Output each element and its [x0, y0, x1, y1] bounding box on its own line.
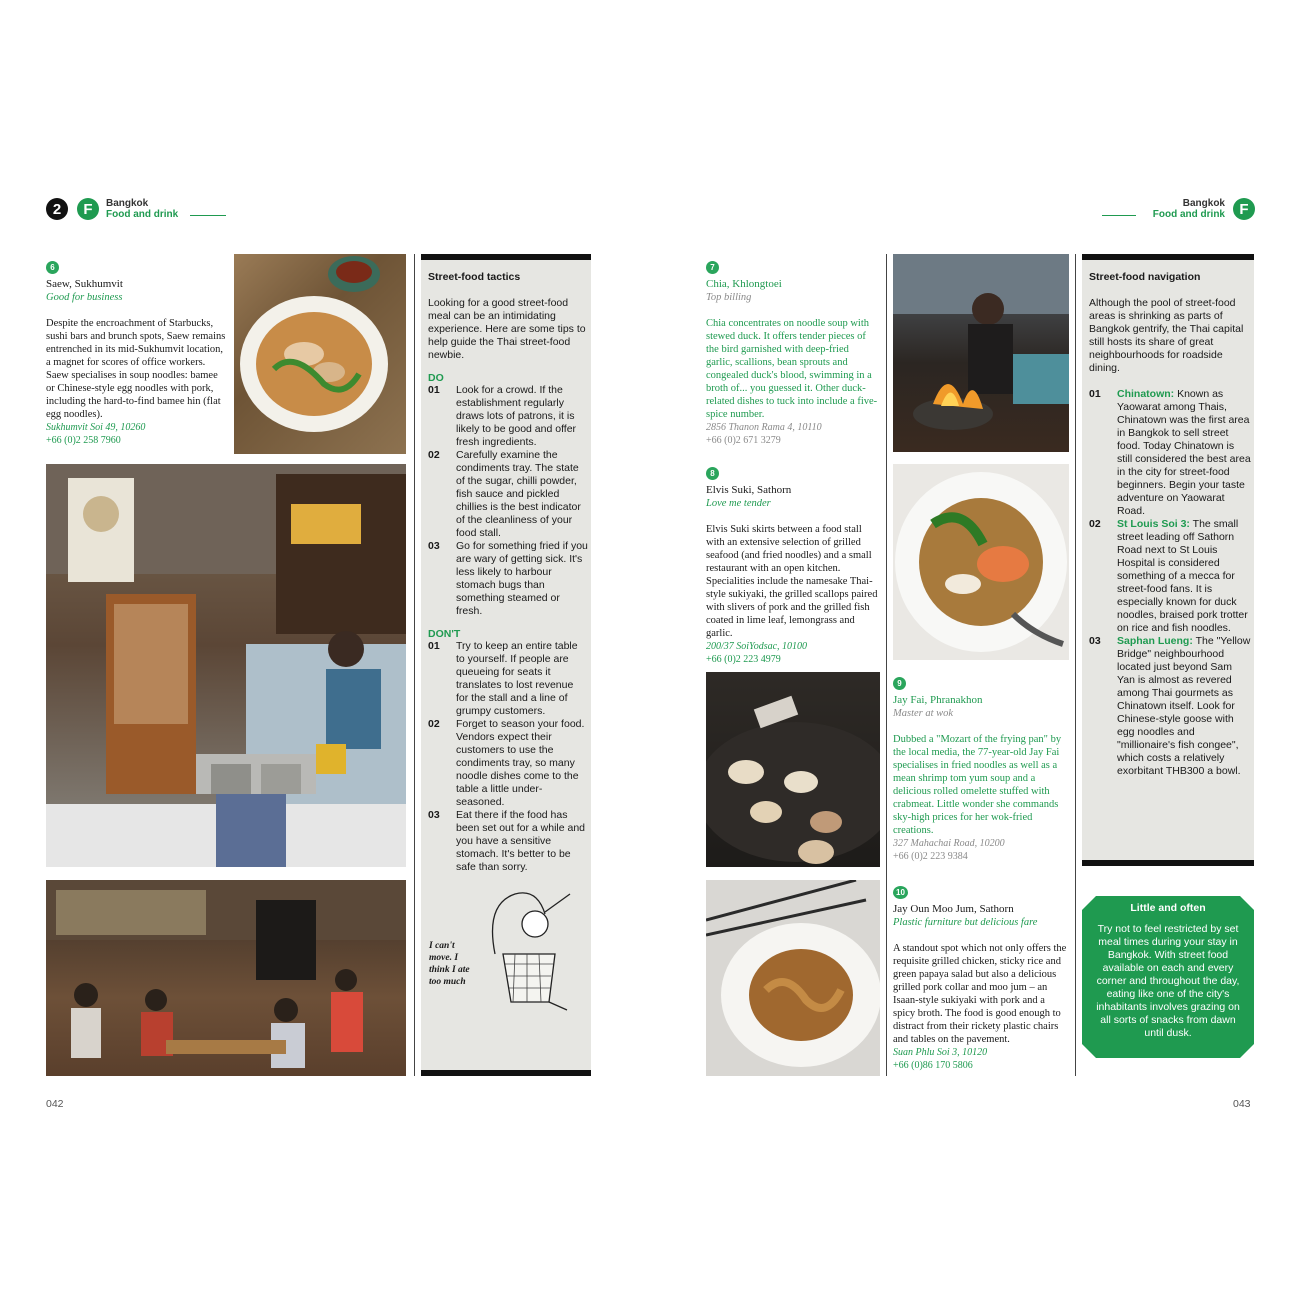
- photo-wok-cooking: [706, 672, 880, 867]
- entry-9: [893, 673, 1069, 863]
- venue-description: Despite the encroachment of Starbucks, sushi bars and brunch spots, Saew remains entrenched in its mid-Sukhumvit location, a magnet for scores of office workers. Saew specialises in soup noodles: bamee or Chinese-style egg noodles with pork, including the hard-to-find bamee hin (flat egg noodles).: [46, 318, 226, 420]
- entry-number-badge: 10: [893, 886, 908, 899]
- venue-address: Suan Phlu Soi 3, 10120: [893, 1047, 988, 1058]
- navigation-list: [1089, 388, 1251, 778]
- sidebar-intro: Looking for a good street-food meal can be an intimidating experience. Here are some tips to help guide the Thai street-food newbie.: [428, 297, 586, 361]
- venue-phone: +66 (0)2 671 3279: [706, 435, 781, 446]
- cartoon-caption: I can't move. I think I ate too much: [429, 941, 470, 987]
- area-name: Chinatown:: [1117, 388, 1175, 400]
- photo-fried-noodles: [706, 880, 880, 1076]
- venue-phone: +66 (0)86 170 5806: [893, 1060, 973, 1071]
- venue-phone: +66 (0)2 258 7960: [46, 435, 121, 446]
- header-section: Food and drink: [1152, 209, 1225, 220]
- header-city: Bangkok: [106, 198, 149, 209]
- entry-number-badge: 6: [46, 261, 59, 274]
- header-rule: [1102, 215, 1136, 216]
- page-number: 042: [46, 1098, 64, 1110]
- photo-noodle-soup: [234, 254, 406, 454]
- area-name: St Louis Soi 3:: [1117, 518, 1190, 530]
- venue-description: Elvis Suki skirts between a food stall with an extensive selection of grilled seafood (and fried noodles) and a small restaurant with an open kitchen. Specialities include the namesake Thai-style sukiyaki, the grilled scallops paired with slivers of pork and the grilled fish coated in lime leaf, lemongrass and garlic.: [706, 524, 878, 639]
- venue-name: Saew, Sukhumvit: [46, 278, 123, 290]
- venue-name: Jay Oun Moo Jum, Sathorn: [893, 903, 1014, 915]
- photo-shrimp-stir-fry: [893, 464, 1069, 660]
- venue-name: Chia, Khlongtoei: [706, 278, 782, 290]
- box-title: Little and often: [1130, 902, 1206, 914]
- venue-tagline: Good for business: [46, 292, 123, 303]
- little-and-often-box: [1082, 896, 1254, 1058]
- photo-street-kitchen: [46, 464, 406, 867]
- sidebar-title: Street-food navigation: [1089, 271, 1201, 283]
- header-city: Bangkok: [1182, 198, 1225, 209]
- do-list: [428, 384, 588, 618]
- sidebar-top-bar: [421, 254, 591, 260]
- list-item: 02 St Louis Soi 3: The small street leading off Sathorn Road next to St Louis Hospital is considered something of a mecca for street-food fans. It is especially known for duck noodles, braised pork trotter on rice and fish noodles.: [1089, 518, 1248, 634]
- header-section: Food and drink: [106, 209, 179, 220]
- list-item: 01 Chinatown: Known as Yaowarat among Thais, Chinatown was the first area in Bangkok to sell street food. Today Chinatown is still considered the best area in the city for street-food beginners. Begin your taste adventure on Yaowarat Road.: [1089, 388, 1251, 517]
- venue-name: Elvis Suki, Sathorn: [706, 484, 792, 496]
- street-food-tactics-box: [421, 254, 591, 1076]
- venue-address: Sukhumvit Soi 49, 10260: [46, 422, 146, 433]
- venue-description: Chia concentrates on noodle soup with stewed duck. It offers tender pieces of the bird garnished with deep-fried garlic, scallions, bean sprouts and congealed duck's blood, swimming in a broth of... you guessed it. Other duck-related dishes to tuck into include a five-spice number.: [706, 318, 878, 420]
- chapter-number-badge: 2: [46, 198, 68, 220]
- entry-7: [706, 257, 878, 447]
- sidebar-bottom-bar: [1082, 860, 1254, 866]
- entry-number-badge: 9: [893, 677, 906, 690]
- entry-number-badge: 7: [706, 261, 719, 274]
- sidebar-intro: Although the pool of street-food areas is shrinking as parts of Bangkok gentrify, the Thai capital still hosts its share of great neighbourhoods for roadside dining.: [1089, 297, 1244, 374]
- column-divider: [1075, 254, 1076, 1076]
- venue-phone: +66 (0)2 223 9384: [893, 851, 968, 862]
- sidebar-bottom-bar: [421, 1070, 591, 1076]
- venue-address: 2856 Thanon Rama 4, 10110: [706, 422, 822, 433]
- sidebar-title: Street-food tactics: [428, 271, 521, 283]
- man-in-net-icon: [475, 884, 587, 1014]
- venue-tagline: Top billing: [706, 292, 752, 303]
- venue-name: Jay Fai, Phranakhon: [893, 694, 983, 706]
- venue-phone: +66 (0)2 223 4979: [706, 654, 781, 665]
- list-item: 03 Eat there if the food has been set out for a while and you have a sensitive stomach. It's better to be safe than sorry.: [428, 809, 586, 873]
- photo-dining-room: [46, 880, 406, 1076]
- entry-6: [46, 257, 226, 447]
- section-letter-badge: F: [1233, 198, 1255, 220]
- page-number: 043: [1233, 1098, 1251, 1110]
- entry-8: [706, 463, 878, 666]
- list-item: 03 Go for something fried if you are wary of getting sick. It's less likely to harbour stomach bugs than something steamed or fresh.: [428, 540, 588, 617]
- box-body: Try not to feel restricted by set meal times during your stay in Bangkok. With street food available on each and every corner and throughout the day, eating like one of the city's inhabitants involves grazing on all sorts of snacks from dawn until dusk.: [1096, 923, 1240, 1039]
- section-letter-badge: F: [77, 198, 99, 220]
- list-item: 03 Saphan Lueng: The "Yellow Bridge" neighbourhood located just beyond Sam Yan is almost as revered among Thai gourmets as Chinatown itself. Look for Chinese-style goose with egg noodles and "millionaire's fish congee", which costs a relatively exorbitant THB300 a bowl.: [1089, 635, 1251, 777]
- dont-list: [428, 640, 588, 874]
- column-divider: [414, 254, 415, 1076]
- list-item: 01 Try to keep an entire table to yourself. If people are queueing for seats it translates to lost revenue for the stall and a line of grumpy customers.: [428, 640, 578, 717]
- sidebar-top-bar: [1082, 254, 1254, 260]
- venue-description: Dubbed a "Mozart of the frying pan" by the local media, the 77-year-old Jay Fai specialises in fried noodles as well as a mean shrimp tom yum soup and a delicious rolled omelette stuffed with crabmeat. Little wonder she commands sky-high prices for her wok-fried creations.: [893, 734, 1062, 836]
- list-item: 02 Carefully examine the condiments tray. The state of the sugar, chilli powder, fish sauce and pickled chillies is the best indicator of the cleanliness of your food stall.: [428, 449, 581, 539]
- street-food-navigation-box: [1082, 254, 1254, 866]
- entry-number-badge: 8: [706, 467, 719, 480]
- photo-cook-flames: [893, 254, 1069, 452]
- venue-address: 327 Mahachai Road, 10200: [893, 838, 1005, 849]
- venue-tagline: Plastic furniture but delicious fare: [893, 917, 1038, 928]
- area-name: Saphan Lueng:: [1117, 635, 1193, 647]
- venue-description: A standout spot which not only offers the requisite grilled chicken, sticky rice and green papaya salad but also a delicious grilled pork collar and moo jum – an Isaan-style sukiyaki with pork and a spicy broth. The food is good enough to distract from their rickety plastic chairs and tables on the pavement.: [893, 943, 1067, 1045]
- entry-10: [893, 882, 1069, 1072]
- do-heading: DO: [428, 372, 444, 384]
- list-item: 01 Look for a crowd. If the establishment regularly draws lots of patrons, it is likely to be good and offer fresh ingredients.: [428, 384, 577, 448]
- list-item: 02 Forget to season your food. Vendors expect their customers to use the condiments tray, so many noodle dishes come to the table a little under-seasoned.: [428, 718, 585, 808]
- cartoon-illustration: [425, 884, 587, 1014]
- venue-address: 200/37 SoiYodsac, 10100: [706, 641, 808, 652]
- venue-tagline: Master at wok: [893, 708, 954, 719]
- column-divider: [886, 254, 887, 1076]
- header-rule: [190, 215, 226, 216]
- dont-heading: DON'T: [428, 628, 461, 640]
- venue-tagline: Love me tender: [706, 498, 771, 509]
